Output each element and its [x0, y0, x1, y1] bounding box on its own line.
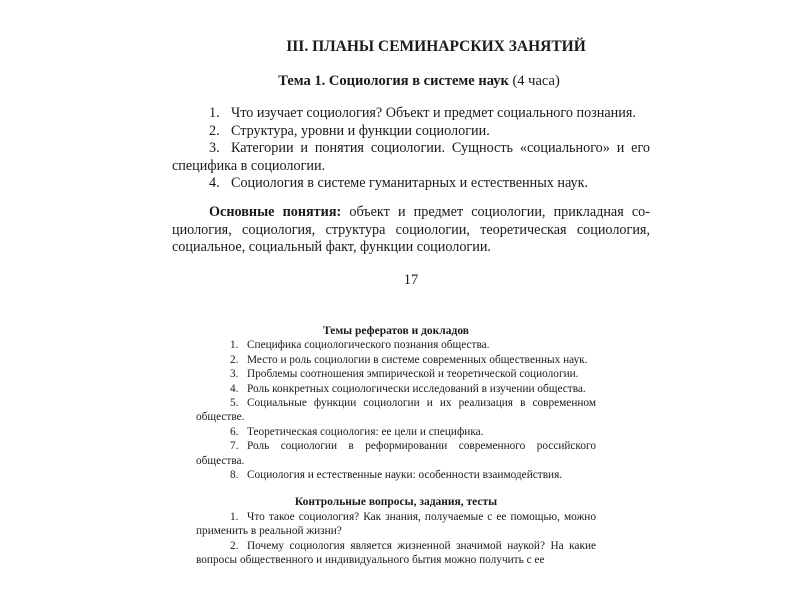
control-question-number: 1.	[230, 510, 239, 523]
report-item-number: 2.	[230, 353, 239, 366]
section-title: III. ПЛАНЫ СЕМИНАРСКИХ ЗАНЯТИЙ	[286, 38, 586, 55]
control-question-text: Почему социология является жизненной значимой наукой? На какие вопросы общественного и индивидуального бытия можно получить с ее	[196, 539, 596, 567]
plan-item-text: Структура, уровни и функции социологии.	[231, 122, 490, 139]
key-concepts-label: Основные понятия:	[209, 203, 342, 220]
report-item-number: 5.	[230, 397, 239, 410]
key-concepts-text: объект и предмет социологии, прикладная социология, социология, структура социологии, теоретическая социология, социальное, социальный факт, функции социологии.	[172, 203, 650, 256]
plan-item	[172, 140, 650, 175]
report-item	[196, 338, 596, 352]
plan-item-number: 3.	[209, 140, 220, 157]
report-item-number: 1.	[230, 339, 239, 352]
plan-item-text: Социология в системе гуманитарных и естественных наук.	[231, 175, 589, 192]
report-item	[196, 353, 596, 367]
control-question-text: Что такое социология? Как знания, получаемые с ее помощью, можно применить в реальной жизни?	[196, 510, 596, 538]
report-item	[196, 439, 596, 468]
control-question-item	[196, 510, 596, 539]
report-item	[196, 396, 596, 425]
plan-item-text: Категории и понятия социологии. Сущность «социального» и его специфика в социологии.	[172, 140, 650, 174]
document-page-bottom	[196, 324, 596, 568]
control-questions-list	[196, 510, 596, 568]
report-item	[196, 367, 596, 381]
report-item-text: Специфика социологического познания общества.	[247, 339, 490, 352]
control-question-item	[196, 539, 596, 568]
plan-item-text: Что изучает социология? Объект и предмет социального познания.	[231, 105, 636, 121]
report-item-number: 6.	[230, 425, 239, 438]
topic-hours: (4 часа)	[508, 73, 560, 89]
report-item	[196, 425, 596, 439]
report-item-text: Роль социологии в реформировании современного российского общества.	[196, 440, 596, 467]
plan-item	[172, 175, 650, 193]
control-question-number: 2.	[230, 539, 239, 552]
topic-title	[172, 72, 650, 92]
report-item-text: Теоретическая социология: ее цели и специфика.	[247, 425, 484, 438]
plan-item-number: 1.	[209, 105, 220, 121]
plan-item-number: 2.	[209, 122, 220, 139]
document-page-top	[172, 36, 650, 289]
report-item	[196, 468, 596, 482]
plan-item	[172, 105, 650, 123]
report-item-text: Проблемы соотношения эмпирической и теоретической социологии.	[247, 368, 579, 381]
report-item-number: 8.	[230, 469, 239, 482]
control-questions-title: Контрольные вопросы, задания, тесты	[294, 496, 498, 509]
reports-list	[196, 338, 596, 482]
report-item-text: Место и роль социологии в системе современных общественных наук.	[247, 353, 588, 366]
report-item-number: 3.	[230, 368, 239, 381]
key-concepts	[172, 204, 650, 257]
report-item-number: 4.	[230, 382, 239, 395]
reports-title: Темы рефератов и докладов	[322, 325, 469, 337]
plan-item	[172, 123, 650, 141]
topic-title-bold: Тема 1. Социология в системе наук	[278, 73, 509, 89]
report-item-text: Социальные функции социологии и их реализация в современном обществе.	[196, 397, 596, 424]
plan-item-number: 4.	[209, 175, 220, 192]
report-item-number: 7.	[230, 440, 239, 453]
report-item-text: Социология и естественные науки: особенности взаимодействия.	[247, 469, 563, 482]
seminar-plan-list	[172, 105, 650, 193]
report-item-text: Роль конкретных социологически исследований в изучении общества.	[247, 382, 586, 395]
page-number: 17	[403, 271, 419, 288]
report-item	[196, 382, 596, 396]
